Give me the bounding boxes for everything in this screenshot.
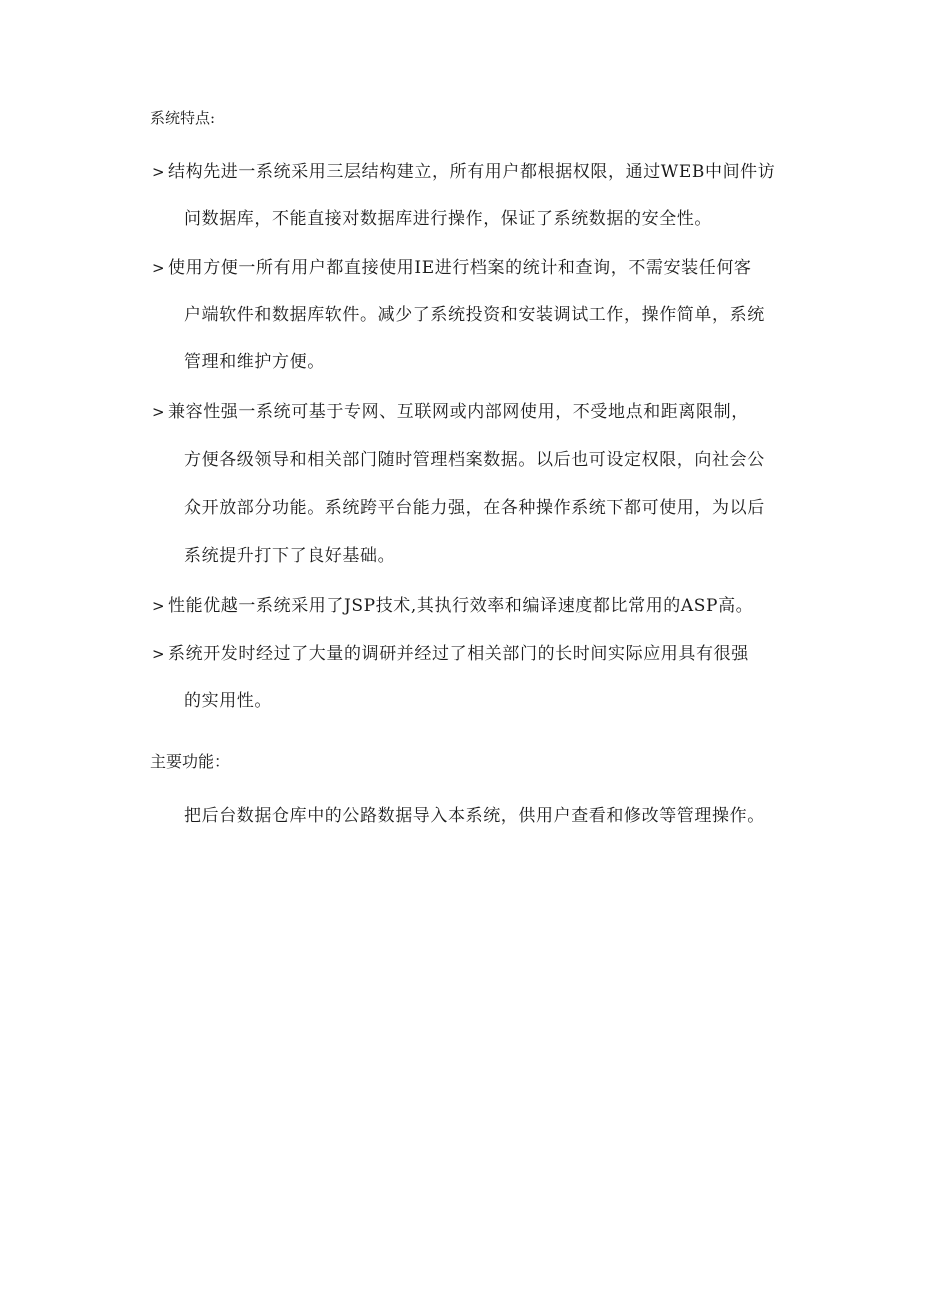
bullet-marker: >: [152, 645, 165, 663]
bullet-marker: >: [152, 597, 165, 615]
feature-text-line: 使用方便一所有用户都直接使用IE进行档案的统计和查询，不需安装任何客: [168, 258, 752, 278]
feature-text-line: 系统提升打下了良好基础。: [184, 546, 396, 566]
functions-body-text: 把后台数据仓库中的公路数据导入本系统，供用户查看和修改等管理操作。: [184, 806, 765, 826]
functions-heading: 主要功能：: [150, 752, 231, 771]
feature-text-line: 管理和维护方便。: [184, 352, 325, 372]
feature-text-line: 系统开发时经过了大量的调研并经过了相关部门的长时间实际应用具有很强: [168, 644, 749, 664]
bullet-marker: >: [152, 403, 165, 421]
feature-text-line: 众开放部分功能。系统跨平台能力强，在各种操作系统下都可使用，为以后: [184, 498, 765, 518]
feature-text-line: 问数据库，不能直接对数据库进行操作，保证了系统数据的安全性。: [184, 209, 712, 229]
feature-text-line: 户端软件和数据库软件。减少了系统投资和安装调试工作，操作简单，系统: [184, 305, 765, 325]
feature-text-line: 兼容性强一系统可基于专网、互联网或内部网使用，不受地点和距离限制，: [168, 402, 749, 422]
feature-text-line: 方便各级领导和相关部门随时管理档案数据。以后也可设定权限，向社会公: [184, 450, 765, 470]
feature-text-line: 性能优越一系统采用了JSP技术,其执行效率和编译速度都比常用的ASP高。: [168, 596, 754, 616]
feature-text-line: 结构先进一系统采用三层结构建立，所有用户都根据权限，通过WEB中间件访: [168, 162, 776, 182]
features-heading: 系统特点:: [150, 109, 216, 127]
bullet-marker: >: [152, 163, 165, 181]
feature-text-line: 的实用性。: [184, 691, 272, 711]
bullet-marker: >: [152, 259, 165, 277]
